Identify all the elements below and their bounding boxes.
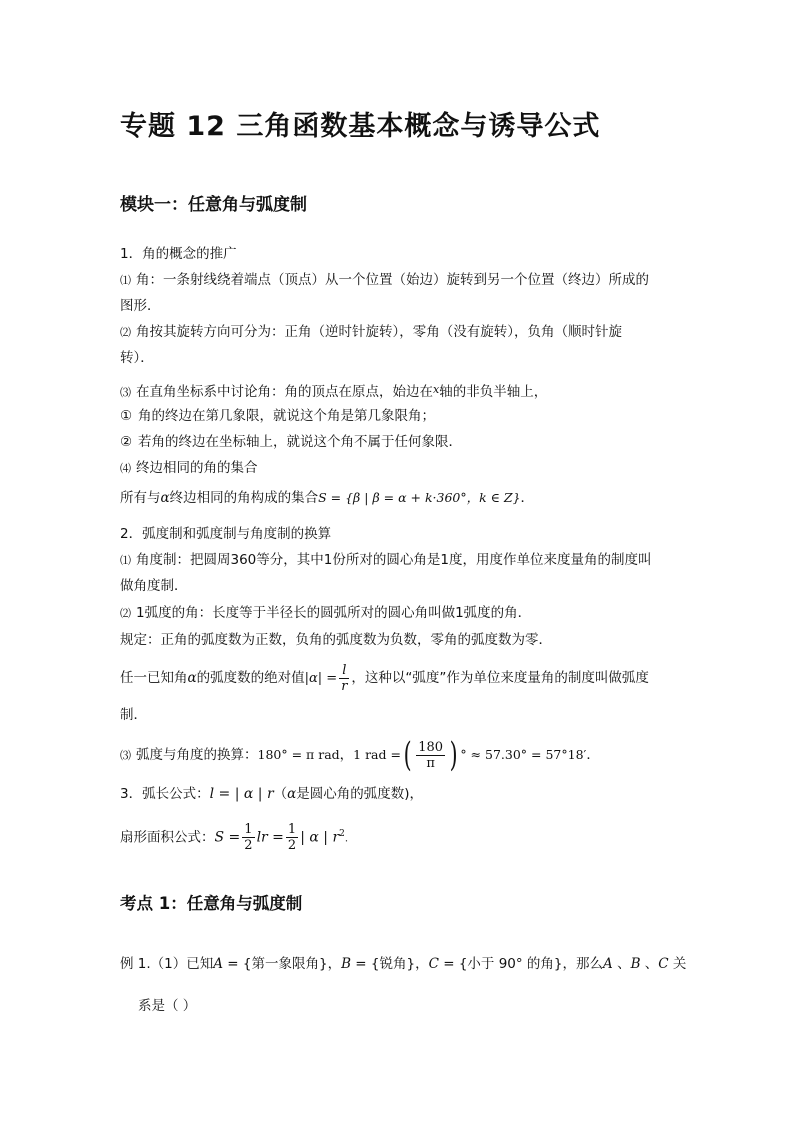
numerator: 180 [418, 739, 444, 755]
s1-p1-line2: 图形． [120, 298, 161, 314]
left-paren: ( [403, 735, 412, 775]
item-number: ⑶ [120, 386, 131, 399]
rel-C: C [658, 956, 669, 972]
s1-case-2 [120, 432, 462, 452]
rel-B: B [630, 956, 641, 972]
s1-p3 [120, 380, 547, 403]
denominator: r [341, 678, 348, 694]
s2-abs-alpha-line2: 制． [120, 707, 147, 723]
math-alpha: α [287, 786, 297, 802]
math-x: x [433, 383, 440, 396]
kaodian-heading: 考点 1：任意角与弧度制 [120, 894, 303, 913]
numerator: 1 [287, 822, 297, 837]
set-C: C [428, 956, 439, 972]
text: ， [339, 747, 354, 763]
text: 任一已知角 [120, 670, 188, 686]
math-alpha: α [187, 670, 197, 686]
arc-formula: l = | α | r [209, 786, 274, 802]
period: . [344, 833, 349, 845]
fraction-half-1 [242, 822, 254, 853]
area-lr: lr = [256, 829, 284, 846]
item-number: ⑴ [120, 554, 131, 567]
item-number: ⑵ [120, 607, 131, 620]
case-number: ① [120, 408, 133, 424]
set-formula: S = {β | β = α + k·360°，k ∈ Z} [318, 490, 521, 505]
numerator: l [339, 663, 349, 679]
text: 3．弧长公式： [120, 786, 210, 802]
text: 终边相同的角构成的集合 [169, 490, 319, 506]
text: 角的终边在第几象限，就说这个角是第几象限角； [138, 408, 435, 424]
module-heading: 模块一：任意角与弧度制 [120, 195, 307, 215]
section-3-sector-area [120, 816, 348, 858]
example-1-line1 [120, 954, 686, 974]
denominator: 2 [244, 838, 253, 853]
section-2-heading: 2．弧度制和弧度制与角度制的换算 [120, 526, 332, 542]
text: ． [586, 747, 600, 763]
case-number: ② [120, 434, 133, 450]
math-alpha: α [160, 490, 170, 506]
item-number: ⑵ [120, 326, 131, 339]
s2-p1-line1 [120, 550, 651, 571]
formula-180-pi: 180° = π rad [257, 747, 340, 762]
text: 若角的终边在坐标轴上，就说这个角不属于任何象限． [138, 434, 462, 450]
text: = {小于 90° 的角}，那么 [438, 956, 604, 972]
text: 终边相同的角的集合 [136, 460, 258, 476]
numerator: 1 [244, 822, 253, 837]
page-title: 专题 12 三角函数基本概念与诱导公式 [120, 111, 601, 142]
right-paren: ) [449, 735, 458, 775]
item-number: ⑷ [120, 462, 131, 475]
text: 在直角坐标系中讨论角：角的顶点在原点，始边在 [136, 384, 433, 400]
s2-p2 [120, 603, 531, 624]
abs-alpha: |α| = [304, 671, 338, 686]
s1-p4 [120, 458, 258, 479]
s2-p1-line2: 做角度制． [120, 578, 188, 594]
text: 扇形面积公式： [120, 829, 215, 846]
example-1-line2: 系是（ ） [138, 998, 197, 1014]
section-3-arc-length [120, 784, 423, 804]
text: 关 [668, 956, 687, 972]
s1-set-formula-line [120, 488, 534, 508]
text: （ [273, 786, 288, 802]
text: 角：一条射线绕着端点（顶点）从一个位置（始边）旋转到另一个位置（终边）所成的 [136, 272, 649, 288]
item-number: ⑴ [120, 274, 131, 287]
text: 1弧度的角：长度等于半径长的圆弧所对的圆心角叫做1弧度的角． [136, 605, 532, 621]
fraction-180-over-pi [416, 740, 445, 771]
area-tail: | α | r [300, 829, 340, 846]
fraction-half-2 [286, 822, 298, 853]
text: 轴的非负半轴上， [439, 384, 548, 400]
s1-p2-line1 [120, 322, 622, 343]
text: ． [520, 490, 535, 506]
rel-A: A [603, 956, 613, 972]
text: = {第一象限角}， [223, 956, 342, 972]
section-1-heading: 1．角的概念的推广 [120, 246, 237, 262]
text: 是圆心角的弧度数)， [296, 786, 424, 802]
s2-p3-conversion [120, 735, 600, 775]
text: 所有与 [120, 490, 161, 506]
text: 、 [640, 956, 659, 972]
text: 、 [612, 956, 631, 972]
s1-p1-line1 [120, 270, 649, 291]
text: 例 1.（1）已知 [120, 956, 214, 972]
set-A: A [213, 956, 224, 972]
s1-p2-line2: 转）． [120, 350, 154, 366]
denominator: π [426, 755, 435, 771]
area-S: S = [214, 829, 241, 846]
set-B: B [341, 956, 352, 972]
fraction-l-over-r [339, 663, 349, 694]
text: 的弧度数的绝对值 [196, 670, 305, 686]
formula-approx: ° ≈ 57.30° = 57°18′ [460, 747, 587, 762]
s1-case-1 [120, 406, 435, 426]
item-number: ⑶ [120, 749, 131, 762]
text: 角度制：把圆周360等分，其中1份所对的圆心角是1度，用度作单位来度量角的制度叫 [136, 552, 652, 568]
text: ，这种以“弧度”作为单位来度量角的制度叫做弧度 [351, 670, 649, 686]
s2-abs-alpha-line [120, 662, 649, 695]
s2-rule: 规定：正角的弧度数为正数，负角的弧度数为负数，零角的弧度数为零． [120, 632, 552, 648]
text: 角按其旋转方向可分为：正角（逆时针旋转），零角（没有旋转），负角（顺时针旋 [136, 324, 622, 340]
text: = {锐角}， [351, 956, 429, 972]
formula-1-rad: 1 rad = [353, 747, 401, 762]
text: 弧度与角度的换算： [136, 747, 258, 763]
superscript-2: 2 [339, 829, 345, 839]
denominator: 2 [287, 838, 297, 853]
